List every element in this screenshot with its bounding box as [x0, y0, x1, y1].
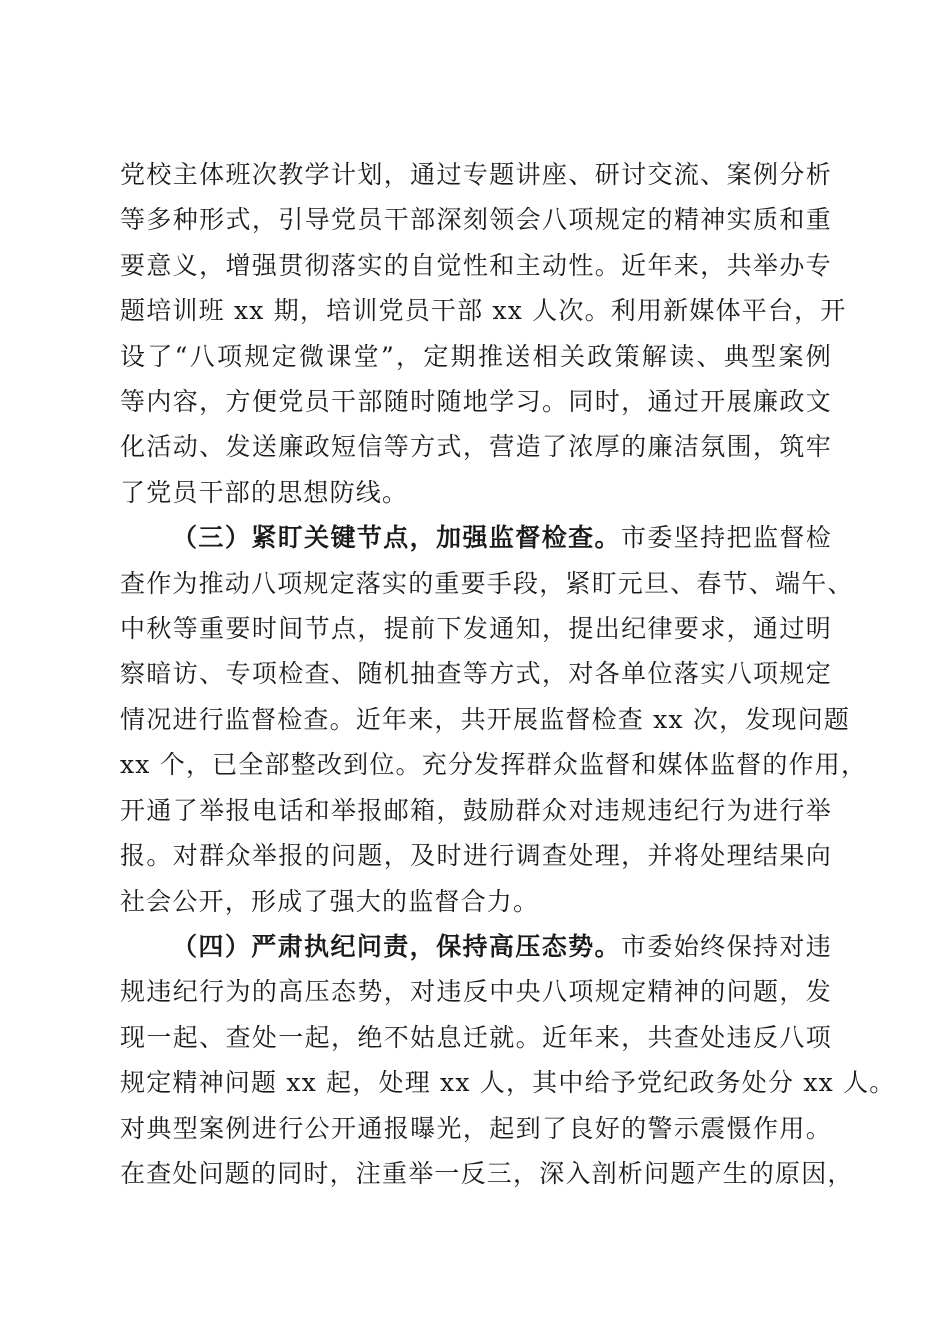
section-heading-3: （三）紧盯关键节点，加强监督检查。 — [172, 523, 621, 553]
heading-continuation: 市委始终保持对违 — [620, 931, 832, 961]
text-line: 规定精神问题 xx 起，处理 xx 人，其中给予党纪政务处分 xx 人。 — [120, 1068, 896, 1098]
text-line: 在查处问题的同时，注重举一反三，深入剖析问题产生的原因， — [120, 1158, 854, 1188]
text-line: xx 个，已全部整改到位。充分发挥群众监督和媒体监督的作用， — [120, 750, 868, 780]
paragraph-accountability — [120, 924, 896, 1196]
text-line: 等多种形式，引导党员干部深刻领会八项规定的精神实质和重 — [120, 205, 832, 235]
paragraph-training — [120, 152, 847, 515]
text-line: 化活动、发送廉政短信等方式，营造了浓厚的廉洁氛围，筑牢 — [120, 432, 832, 462]
text-line: 察暗访、专项检查、随机抽查等方式，对各单位落实八项规定 — [120, 659, 832, 689]
text-line: 情况进行监督检查。近年来，共开展监督检查 xx 次，发现问题 — [120, 704, 851, 734]
document-body — [120, 152, 896, 1196]
section-heading-4: （四）严肃执纪问责，保持高压态势。 — [172, 931, 621, 961]
text-line: 查作为推动八项规定落实的重要手段，紧盯元旦、春节、端午、 — [120, 568, 854, 598]
text-line: 设了“八项规定微课堂”，定期推送相关政策解读、典型案例 — [120, 341, 832, 371]
heading-continuation: 市委坚持把监督检 — [620, 523, 832, 553]
text-line: 社会公开，形成了强大的监督合力。 — [120, 886, 540, 916]
text-line: 等内容，方便党员干部随时随地学习。同时，通过开展廉政文 — [120, 387, 832, 417]
text-line: 开通了举报电话和举报邮箱，鼓励群众对违规违纪行为进行举 — [120, 795, 832, 825]
text-line: 中秋等重要时间节点，提前下发通知，提出纪律要求，通过明 — [120, 614, 832, 644]
text-line: 对典型案例进行公开通报曝光，起到了良好的警示震慑作用。 — [120, 1113, 832, 1143]
paragraph-first-line — [120, 924, 832, 969]
text-line: 了党员干部的思想防线。 — [120, 477, 409, 507]
text-line: 题培训班 xx 期，培训党员干部 xx 人次。利用新媒体平台，开 — [120, 296, 847, 326]
text-line: 报。对群众举报的问题，及时进行调查处理，并将处理结果向 — [120, 841, 832, 871]
paragraph-supervision — [120, 515, 868, 924]
text-line: 规违纪行为的高压态势，对违反中央八项规定精神的问题，发 — [120, 977, 832, 1007]
paragraph-first-line — [120, 515, 832, 560]
text-line: 现一起、查处一起，绝不姑息迁就。近年来，共查处违反八项 — [120, 1022, 832, 1052]
text-line: 党校主体班次教学计划，通过专题讲座、研讨交流、案例分析 — [120, 160, 832, 189]
text-line: 要意义，增强贯彻落实的自觉性和主动性。近年来，共举办专 — [120, 250, 832, 280]
